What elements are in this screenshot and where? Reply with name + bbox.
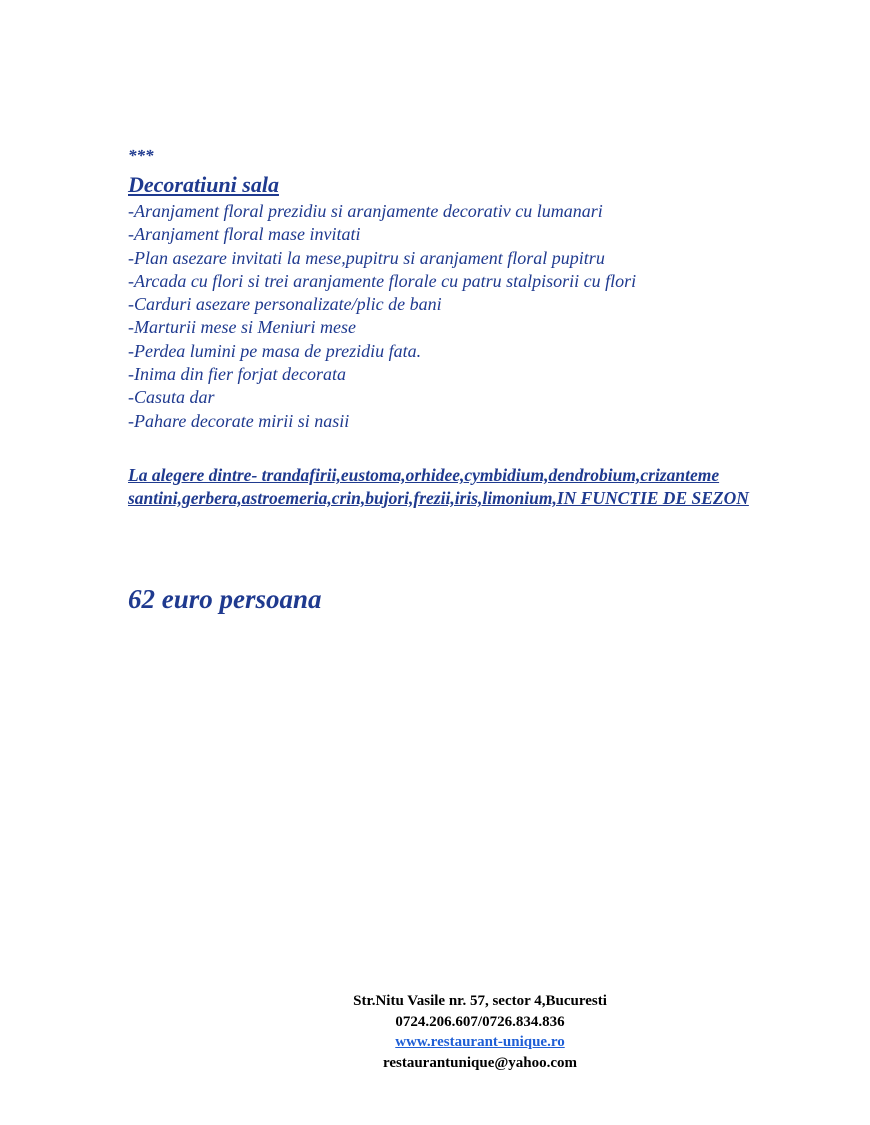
list-item: -Carduri asezare personalizate/plic de bani bbox=[128, 294, 442, 315]
footer-contact bbox=[250, 991, 710, 1073]
website-link[interactable]: www.restaurant-unique.ro bbox=[395, 1034, 565, 1050]
list-item: -Aranjament floral prezidiu si aranjamente decorativ cu lumanari bbox=[128, 201, 603, 221]
decoration-list bbox=[128, 200, 636, 433]
list-item: -Arcada cu flori si trei aranjamente florale cu patru stalpisorii cu flori bbox=[128, 270, 637, 291]
list-item: -Aranjament floral mase invitati bbox=[128, 224, 361, 245]
list-item: -Perdea lumini pe masa de prezidiu fata. bbox=[128, 340, 422, 361]
footer-phones: 0724.206.607/0726.834.836 bbox=[395, 1013, 565, 1030]
section-heading: Decoratiuni sala bbox=[128, 172, 279, 197]
footer-address: Str.Nitu Vasile nr. 57, sector 4,Bucuresti bbox=[353, 993, 607, 1009]
list-item: -Plan asezare invitati la mese,pupitru si aranjament floral pupitru bbox=[128, 247, 605, 268]
list-item: -Pahare decorate mirii si nasii bbox=[128, 410, 350, 431]
list-item: -Inima din fier forjat decorata bbox=[128, 364, 346, 385]
footer-email: restaurantunique@yahoo.com bbox=[382, 1054, 578, 1071]
price-per-person: 62 euro persoana bbox=[128, 584, 322, 614]
flowers-choice-note: La alegere dintre- trandafirii,eustoma,orhidee,cymbidium,dendrobium,crizanteme santini,gerbera,astroemeria,crin,bujori,frezii,iris,limonium,IN FUNCTIE DE SEZON bbox=[128, 465, 749, 508]
list-item: -Casuta dar bbox=[128, 387, 215, 408]
list-item: -Marturii mese si Meniuri mese bbox=[128, 317, 356, 338]
section-separator: *** bbox=[128, 146, 154, 165]
